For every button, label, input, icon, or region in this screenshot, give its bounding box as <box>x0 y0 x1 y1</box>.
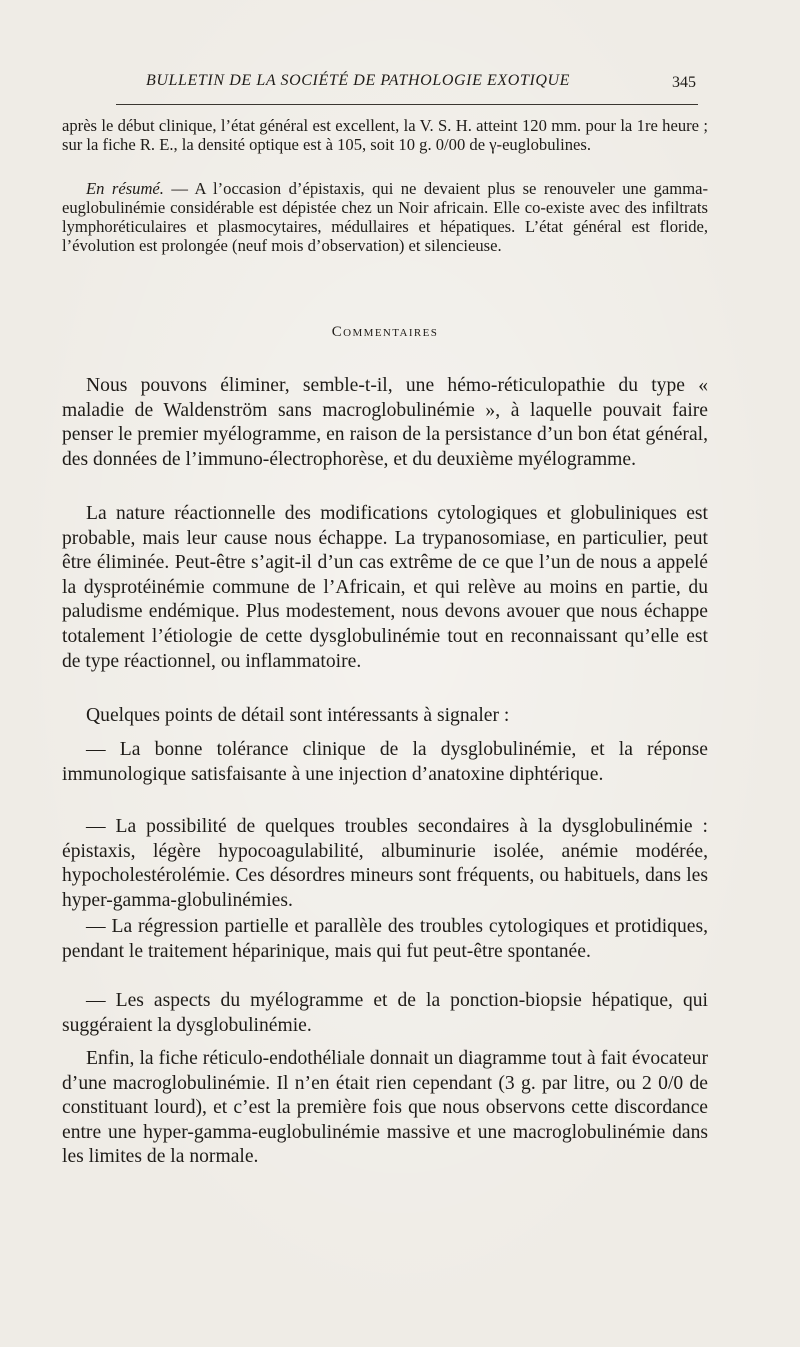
summary-label: En résumé. <box>86 179 164 198</box>
section-heading: Commentaires <box>331 324 439 340</box>
summary-text: — A l’occasion d’épistaxis, qui ne devaient plus se renouveler une gamma-euglobulinémie considérable est dépistée chez un Noir africain. Elle co-existe avec des infiltrats lymphoréticulaires et plasmocytaires, médullaires et hépatiques. L’état général est floride, l’évolution est prolongée (neuf mois d’observation) et silencieuse. <box>62 179 709 255</box>
intro-paragraph <box>62 116 708 154</box>
paragraph-2: La nature réactionnelle des modifications cytologiques et globuliniques est probable, mais leur cause nous échappe. La trypanosomiase, en particulier, peut être éliminée. Peut-être s’agit-il d’un cas extrême de ce que l’un de nous a appelé la dysprotéinémie commune de l’Africain, et qui relève au moins en partie, du paludisme endémique. Plus modestement, nous devons avouer que nous échappe totalement l’étiologie de cette dysglobulinémie tout en reconnaissant qu’elle est de type réactionnel, ou inflammatoire. <box>62 503 708 672</box>
page-number: 345 <box>672 74 696 91</box>
intro-text: après le début clinique, l’état général est excellent, la V. S. H. atteint 120 mm. pour la 1re heure ; sur la fiche R. E., la densité optique est à 105, soit 10 g. 0/00 de γ-euglobulines. <box>62 116 708 154</box>
list-item-2: — La possibilité de quelques troubles secondaires à la dysglobulinémie : épistaxis, légère hypocoagulabilité, albuminurie isolée, anémie modérée, hypocholestérolémie. Ces désordres mineurs sont fréquents, ou habituels, dans les hyper-gamma-globulinémies. <box>62 816 708 911</box>
list-item-4: — Les aspects du myélogramme et de la ponction-biopsie hépatique, qui suggéraient la dysglobulinémie. <box>62 990 708 1036</box>
list-item-3: — La régression partielle et parallèle des troubles cytologiques et protidiques, pendant le traitement héparinique, mais qui fut peut-être spontanée. <box>62 916 708 962</box>
paragraph-1: Nous pouvons éliminer, semble-t-il, une hémo-réticulopathie du type « maladie de Waldenström sans macroglobulinémie », à laquelle pouvait faire penser le premier myélogramme, en raison de la persistance d’un bon état général, des données de l’immuno-électrophorèse, et du deuxième myélogramme. <box>62 375 708 470</box>
page-header <box>118 72 698 98</box>
paragraph-final: Enfin, la fiche réticulo-endothéliale donnait un diagramme tout à fait évocateur d’une macroglobulinémie. Il n’en était rien cependant (3 g. par litre, ou 2 0/0 de constituant lourd), et c’est la première fois que nous observons cette discordance entre une hyper-gamma-euglobulinémie massive et une macroglobulinémie dans les limites de la normale. <box>62 1048 708 1168</box>
running-title: BULLETIN DE LA SOCIÉTÉ DE PATHOLOGIE EXOTIQUE <box>146 72 571 89</box>
paragraph-3: Quelques points de détail sont intéressants à signaler : <box>86 705 510 726</box>
list-item-1: — La bonne tolérance clinique de la dysglobulinémie, et la réponse immunologique satisfaisante à une injection d’anatoxine diphtérique. <box>62 739 708 785</box>
summary-paragraph <box>62 179 708 255</box>
header-rule <box>116 104 698 105</box>
